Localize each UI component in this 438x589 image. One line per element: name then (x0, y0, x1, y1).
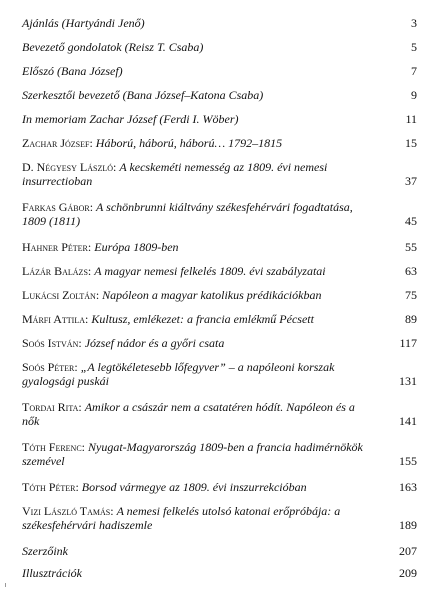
entry-page: 89 (405, 312, 417, 326)
entry-title: Európa 1809-ben (94, 240, 179, 254)
entry-text: Lázár Balázs: A magyar nemesi felkelés 1809. évi szabályzatai (22, 264, 326, 278)
entry-author: Tordai Rita (22, 400, 79, 414)
toc-entry (22, 400, 417, 428)
entry-author: Tóth Ferenc (22, 440, 82, 454)
entry-text: Márfi Attila: Kultusz, emlékezet: a francia emlékmű Pécsett (22, 312, 314, 326)
entry-page: 3 (411, 16, 417, 30)
entry-text: D. Négyesy László: A kecskeméti nemesség az 1809. évi nemesi insurrectioban (22, 160, 328, 188)
toc-entry (22, 200, 417, 228)
entry-text: Farkas Gábor: A schönbrunni kiáltvány székesfehérvári fogadtatása, 1809 (1811) (22, 200, 353, 228)
entry-page: 155 (399, 454, 417, 468)
toc-entry (22, 88, 417, 102)
toc-entry (22, 440, 417, 468)
entry-title: A kecskeméti nemesség az 1809. évi nemesi insurrectioban (22, 160, 328, 188)
entry-title: Amikor a császár nem a csatatéren hódít. Napóleon és a nők (22, 400, 355, 428)
entry-title: József nádor és a győri csata (84, 336, 225, 350)
entry-text: Soós Péter: „A legtökéletesebb lőfegyver” – a napóleoni korszak gyalogsági puskái (22, 360, 335, 388)
entry-title: Illusztrációk (22, 566, 82, 580)
entry-title: Előszó (Bana József) (22, 64, 123, 78)
entry-text: Tordai Rita: Amikor a császár nem a csatatéren hódít. Napóleon és a nők (22, 400, 355, 428)
toc-entry (22, 504, 417, 532)
entry-title: Bevezető gondolatok (Reisz T. Csaba) (22, 40, 204, 54)
entry-page: 37 (405, 174, 417, 188)
entry-page: 117 (399, 336, 417, 350)
entry-title: In memoriam Zachar József (Ferdi I. Wöber) (22, 112, 239, 126)
toc-entry (22, 288, 417, 302)
entry-page: 5 (411, 40, 417, 54)
entry-title: Napóleon a magyar katolikus prédikációkban (102, 288, 322, 302)
entry-author: Lukácsi Zoltán (22, 288, 96, 302)
entry-title: Borsod vármegye az 1809. évi inszurrekcióban (81, 480, 307, 494)
entry-page: 15 (405, 136, 417, 150)
toc-entry (22, 112, 417, 126)
entry-page: 189 (399, 518, 417, 532)
entry-page: 9 (411, 88, 417, 102)
entry-page: 63 (405, 264, 417, 278)
toc-entry (22, 336, 417, 350)
entry-title: Ajánlás (Hartyándi Jenő) (22, 16, 145, 30)
entry-text: Tóth Péter: Borsod vármegye az 1809. évi inszurrekcióban (22, 480, 307, 494)
entry-author: Márfi Attila (22, 312, 86, 326)
entry-page: 141 (399, 414, 417, 428)
toc-entry (22, 40, 417, 54)
entry-text: Lukácsi Zoltán: Napóleon a magyar katolikus prédikációkban (22, 288, 322, 302)
toc-entry (22, 240, 417, 254)
edge-mark (5, 583, 6, 587)
entry-text: Soós István: József nádor és a győri csata (22, 336, 225, 350)
entry-author: Hahner Péter (22, 240, 88, 254)
toc-entry (22, 360, 417, 388)
entry-page: 55 (405, 240, 417, 254)
entry-page: 131 (399, 374, 417, 388)
entry-title: A magyar nemesi felkelés 1809. évi szabályzatai (94, 264, 326, 278)
entry-title: Nyugat-Magyarország 1809-ben a francia hadimérnökök szemével (22, 440, 363, 468)
entry-author: Farkas Gábor (22, 200, 90, 214)
toc-entry (22, 480, 417, 494)
entry-author: Soós Péter (22, 360, 75, 374)
toc-entry (22, 64, 417, 78)
toc-entry (22, 136, 417, 150)
toc-entry (22, 566, 417, 580)
toc-entry (22, 312, 417, 326)
entry-text: Zachar József: Háború, háború, háború… 1792–1815 (22, 136, 283, 150)
entry-author: Tóth Péter (22, 480, 76, 494)
entry-author: Zachar József (22, 136, 90, 150)
entry-page: 45 (405, 214, 417, 228)
entry-title: Szerkesztői bevezető (Bana József–Katona Csaba) (22, 88, 264, 102)
entry-text: Vizi László Tamás: A nemesi felkelés utolsó katonai erőpróbája: a székesfehérvári hadiszemle (22, 504, 341, 532)
entry-page: 75 (405, 288, 417, 302)
entry-page: 163 (399, 480, 417, 494)
entry-title: A nemesi felkelés utolsó katonai erőpróbája: a székesfehérvári hadiszemle (22, 504, 341, 532)
entry-title: „A legtökéletesebb lőfegyver” – a napóleoni korszak gyalogsági puskái (22, 360, 335, 388)
entry-page: 209 (399, 566, 417, 580)
toc-entry (22, 16, 417, 30)
entry-title: A schönbrunni kiáltvány székesfehérvári fogadtatása, 1809 (1811) (22, 200, 353, 228)
entry-title: Szerzőink (22, 544, 68, 558)
entry-text: Hahner Péter: Európa 1809-ben (22, 240, 179, 254)
entry-page: 11 (405, 112, 417, 126)
toc-entry (22, 264, 417, 278)
entry-author: D. Négyesy László (22, 160, 113, 174)
entry-title: Háború, háború, háború… 1792–1815 (95, 136, 283, 150)
entry-text: Tóth Ferenc: Nyugat-Magyarország 1809-ben a francia hadimérnökök szemével (22, 440, 363, 468)
entry-page: 207 (399, 544, 417, 558)
entry-author: Soós István (22, 336, 79, 350)
entry-author: Lázár Balázs (22, 264, 88, 278)
toc-entry (22, 544, 417, 558)
entry-page: 7 (411, 64, 417, 78)
toc-entry (22, 160, 417, 188)
entry-title: Kultusz, emlékezet: a francia emlékmű Pécsett (91, 312, 314, 326)
entry-author: Vizi László Tamás (22, 504, 111, 518)
